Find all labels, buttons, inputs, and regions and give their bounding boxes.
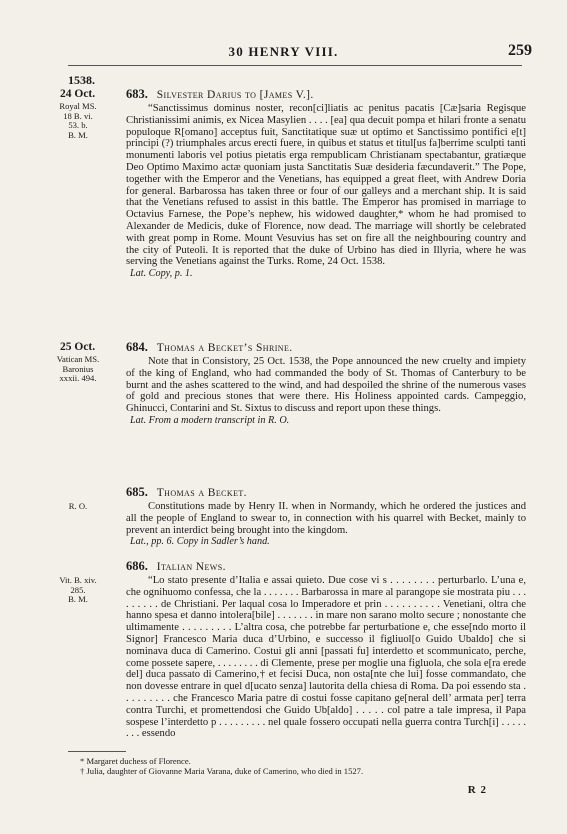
footnote-rule: [68, 751, 126, 752]
entry-684: [126, 340, 526, 427]
entry-683: [126, 87, 526, 280]
margin-source: R. O.: [68, 501, 88, 511]
margin-note-684: [40, 355, 116, 384]
page-number: 259: [508, 42, 532, 59]
page-header: [0, 44, 567, 64]
entry-note: Lat. Copy, p. 1.: [130, 268, 193, 280]
footnote: * Margaret duchess of Florence.: [80, 756, 191, 766]
entry-number: 683.: [126, 87, 148, 101]
margin-note-686: [40, 576, 116, 605]
entry-body: [126, 501, 526, 536]
header-rule: [68, 65, 522, 66]
entry-note: Lat., pp. 6. Copy in Sadler’s hand.: [130, 536, 270, 548]
margin-source: Royal MS. 18 B. vi. 53. b. B. M.: [59, 101, 97, 140]
entry-686: [126, 559, 526, 740]
entry-heading: [126, 485, 526, 500]
entry-title: Italian News.: [156, 561, 226, 573]
footnote: † Julia, daughter of Giovanne Maria Varana, duke of Camerino, who died in 1527.: [80, 766, 364, 777]
entry-text: “Sanctissimus dominus noster, recon[ci]liatis ac penitus pacatis [Cæ]saria Regisque Christianissimi animis, ex Nicea Masylien . . . . [ea] qua decuit pompa et hilari fronte a senatu populoque R[omano] acceptus fuit, Sanctitatique suæ ut optimo et Sanctissimo pontifici e[t] principi (?) triumphales arcus erecti fuere, in quibus et status et titul[us fa]berrime sculpti tanti monumenti laboris vel potius pietatis erga rempublicam Christianam spectabantur, gratiæque Deo Optimo Maximo actæ quoniam justa Sanctitatis Suæ desideria fæcundaverit.” The Pope, together with the Emperor and the Venetians, has equipped a great fleet, with Andrew Doria for general. Barbarossa has taken three or four of our galleys and a merchant ship. It is said that the Venetians refused to assist in this battle. The Emperor has promised in marriage to Octavius Farnese, the Pope’s nephew, his widowed daughter,* whom he had promised to Alexander de Medicis, duke of Florence, now dead. The marriage will shortly be celebrated with great pomp in Rome. Mount Vesuvius has set on fire all the neighbouring country and the city of Puteoli. It is reported that the duke of Urbino has died in Illyria, where he was serving the Venetians against the Turks. Rome, 24 Oct. 1538.: [126, 103, 526, 268]
entry-body: [126, 575, 526, 740]
footnotes: [68, 756, 538, 776]
entry-title: Silvester Darius to [James V.].: [156, 89, 314, 101]
running-head: 30 HENRY VIII.: [228, 44, 339, 59]
entry-number: 684.: [126, 340, 148, 354]
entry-text: “Lo stato presente d’Italia e assai quieto. Due cose vi s . . . . . . . . perturbarlo. L’una e, che ognihuomo confessa, che la . . . . . . . Barbarossa in mare al parangope sie mostrata piu . . . . . . . . . de Christiani. Per laqual cosa lo Imperadore et prin . . . . . . . . . . Venetiani, oltra che hanno spesa et danno intolera[bile] . . . . . . . in mare non sarano molto secure ; nonostante che ultimamente . . . . . . . . . L’altra cosa, che potrebbe far perturbatione e, che esse[ndo morto il Signor] Francesco Maria duca d’Urbino, e successo il figliuol[o Guido Ubaldo] che si nominava duca di Camerino. Costui gli anni [passati fu] interdetto et scommunicato, perche, come possete sapere, . . . . . . . . di Clemente, prese per moglie una figluola, che sola e[ra erede del] duca passato di Camerino,† et fecisi Duca, non osta[nte che lui] fosse commandato, che non dovesse entrare in quel d[ucato senza] lautorita della chiesa di Roma. Da poi essendo sta . . . . . . . . . che Francesco Maria patre di costui fosse capitano ge[neral dell’ armata per] terra contra Turchi, et promettendosi che Guido Ub[aldo] . . . . . col patre a tale impresa, il Papa sospese l’interdetto p . . . . . . . . . nel quale fossero occupati nella guerra contra Turch[i] . . . . . . . . essendo: [126, 575, 526, 740]
entry-title: Thomas a Becket.: [156, 487, 247, 499]
entry-body: [126, 103, 526, 268]
margin-source: Vatican MS. Baronius xxxii. 494.: [56, 354, 100, 384]
margin-note-685: [40, 502, 116, 512]
year-label: 1538.: [68, 73, 95, 87]
entry-text: Note that in Consistory, 25 Oct. 1538, the Pope announced the new cruelty and impiety of the king of England, who had commanded the body of St. Thomas of Canterbury to be burnt and the ashes scattered to the wind, and had despoiled the shrine of the numerous vases of gold and precious stones that were there. His Holiness appointed cards. Campeggio, Ghinucci, Contarini and St. Sixtus to discuss and report upon these things.: [126, 356, 526, 415]
entry-685: [126, 485, 526, 548]
entry-date-684: 25 Oct.: [60, 341, 96, 353]
entry-note: Lat. From a modern transcript in R. O.: [130, 414, 290, 426]
entry-heading: [126, 87, 526, 102]
entry-number: 685.: [126, 485, 148, 499]
signature-mark: R 2: [467, 784, 487, 796]
entry-number: 686.: [126, 559, 148, 573]
entry-heading: [126, 559, 526, 574]
entry-body: [126, 356, 526, 415]
margin-note-683: [40, 102, 116, 140]
entry-date-683: 24 Oct.: [60, 88, 96, 100]
entry-title: Thomas a Becket’s Shrine.: [156, 342, 293, 354]
entry-heading: [126, 340, 526, 355]
margin-source: Vit. B. xiv. 285. B. M.: [59, 575, 97, 605]
entry-text: Constitutions made by Henry II. when in Normandy, which he ordered the justices and all the people of England to swear to, in connection with his quarrel with Becket, mainly to prevent an interdict being brought into the kingdom.: [126, 501, 526, 536]
